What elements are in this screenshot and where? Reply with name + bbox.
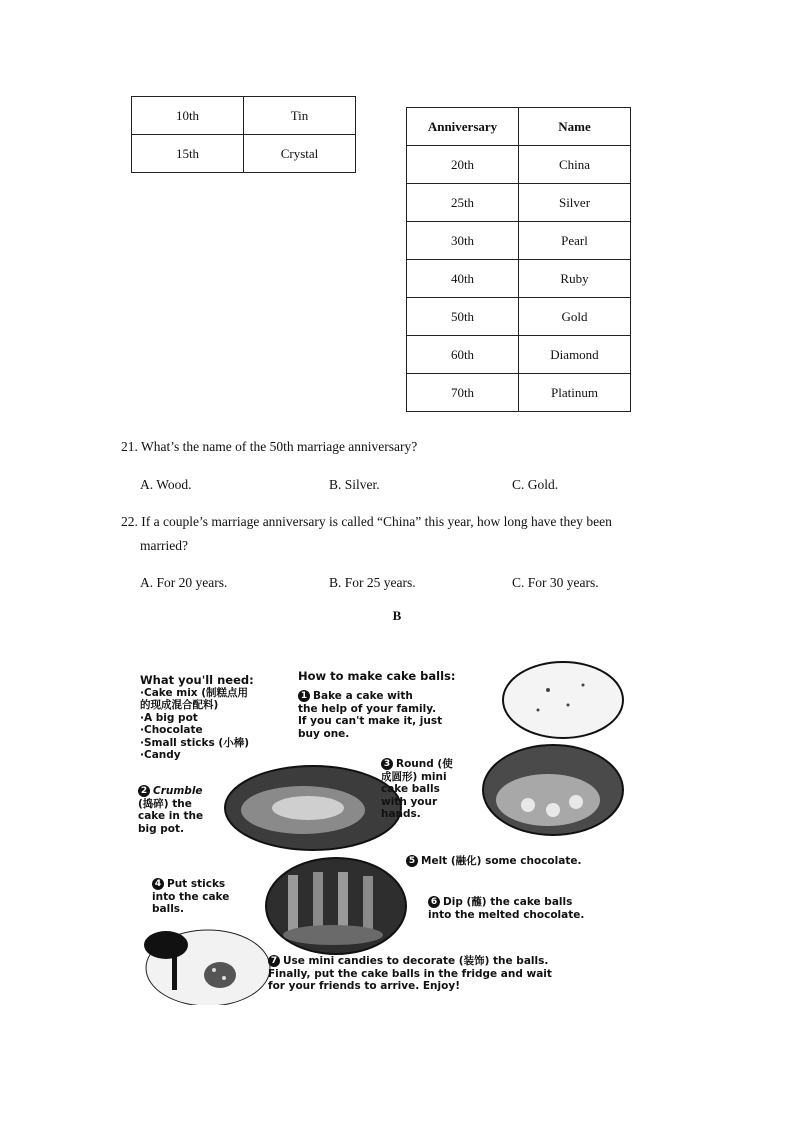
step-7 [268, 955, 552, 993]
anniversary-table-left [131, 96, 356, 173]
step-5-line: Melt (融化) some chocolate. [421, 855, 582, 867]
question-22 [121, 510, 674, 558]
step-number-1: 1 [298, 690, 310, 702]
table-cell: Crystal [244, 135, 356, 173]
melt-chocolate-photo [266, 858, 406, 954]
table-row [132, 97, 356, 135]
table-cell: Tin [244, 97, 356, 135]
step-2-line: Crumble [153, 785, 203, 797]
q22-option-a[interactable]: A. For 20 years. [140, 575, 228, 590]
anniversary-table-right [406, 107, 631, 412]
table-cell: China [519, 146, 631, 184]
table-row [132, 135, 356, 173]
step-3-line: Round (使 [396, 758, 453, 770]
table-cell: Platinum [519, 374, 631, 412]
table-row [407, 184, 631, 222]
round-balls-photo [483, 745, 623, 835]
step-7-line: Finally, put the cake balls in the fridge and wait [268, 967, 552, 980]
table-cell: 25th [407, 184, 519, 222]
table-row [407, 222, 631, 260]
ingredient-item: ·Small sticks (小棒) [140, 736, 250, 749]
ingredients-list [140, 674, 254, 762]
cake-balls-recipe-figure [128, 650, 628, 1005]
table-row [407, 374, 631, 412]
step-1-line: Bake a cake with [313, 690, 413, 702]
question-22-line2: married? [140, 538, 188, 553]
step-6-line: Dip (蘸) the cake balls [443, 896, 573, 908]
cake-photo [503, 662, 623, 738]
step-1-line: the help of your family. [298, 702, 437, 715]
table-cell: Ruby [519, 260, 631, 298]
column-header-anniversary: Anniversary [407, 108, 519, 146]
step-3-line: cake balls [381, 783, 440, 795]
ingredient-item: ·Chocolate [140, 724, 203, 736]
table-row [407, 298, 631, 336]
step-3-line: with your [381, 795, 438, 808]
table-cell: 30th [407, 222, 519, 260]
step-3 [381, 758, 453, 821]
q22-option-b[interactable]: B. For 25 years. [329, 575, 416, 590]
q21-option-a[interactable]: A. Wood. [140, 477, 192, 492]
step-4-line: Put sticks [167, 878, 226, 890]
step-6-line: into the melted chocolate. [428, 908, 585, 921]
column-header-name: Name [519, 108, 631, 146]
table-row [407, 260, 631, 298]
step-1 [298, 690, 442, 740]
ingredients-title: What you'll need: [140, 673, 254, 687]
step-6 [428, 896, 584, 921]
table-cell: Gold [519, 298, 631, 336]
step-number-5: 5 [406, 855, 418, 867]
step-3-line: hands. [381, 808, 421, 820]
table-cell: 15th [132, 135, 244, 173]
step-7-line: for your friends to arrive. Enjoy! [268, 980, 460, 992]
step-2-line: (捣碎) the [138, 797, 192, 810]
table-cell: 40th [407, 260, 519, 298]
step-number-4: 4 [152, 878, 164, 890]
crumble-photo [225, 766, 401, 850]
step-7-line: Use mini candies to decorate (装饰) the balls. [283, 955, 549, 967]
table-cell: Pearl [519, 222, 631, 260]
ingredient-item: 的现成混合配料) [140, 699, 219, 711]
ingredient-item: ·Candy [140, 749, 181, 761]
step-number-6: 6 [428, 896, 440, 908]
table-cell: Silver [519, 184, 631, 222]
table-header-row [407, 108, 631, 146]
q22-option-c[interactable]: C. For 30 years. [512, 575, 599, 590]
step-3-line: 成圆形) mini [381, 770, 447, 783]
step-number-7: 7 [268, 955, 280, 967]
steps-title: How to make cake balls: [298, 669, 456, 683]
table-row [407, 336, 631, 374]
table-row [407, 146, 631, 184]
question-22-line1: 22. If a couple’s marriage anniversary is called “China” this year, how long have they been [121, 514, 612, 529]
table-cell: 70th [407, 374, 519, 412]
step-5 [406, 855, 581, 868]
step-4 [152, 878, 229, 916]
step-2 [138, 785, 203, 835]
step-2-line: big pot. [138, 822, 185, 835]
decorated-balls-photo [144, 930, 270, 1005]
question-21: 21. What’s the name of the 50th marriage anniversary? [121, 439, 418, 454]
step-4-line: balls. [152, 903, 185, 915]
step-2-line: cake in the [138, 810, 204, 822]
table-cell: 50th [407, 298, 519, 336]
q21-option-b[interactable]: B. Silver. [329, 477, 380, 492]
ingredient-item: ·A big pot [140, 711, 198, 724]
step-1-line: buy one. [298, 727, 350, 740]
q21-option-c[interactable]: C. Gold. [512, 477, 559, 492]
table-cell: 10th [132, 97, 244, 135]
table-cell: Diamond [519, 336, 631, 374]
step-number-2: 2 [138, 785, 150, 797]
step-number-3: 3 [381, 758, 393, 770]
ingredient-item: ·Cake mix (制糕点用 [140, 686, 249, 699]
section-b-heading: B [392, 608, 402, 623]
table-cell: 20th [407, 146, 519, 184]
step-1-line: If you can't make it, just [298, 715, 443, 727]
table-cell: 60th [407, 336, 519, 374]
step-4-line: into the cake [152, 890, 230, 903]
